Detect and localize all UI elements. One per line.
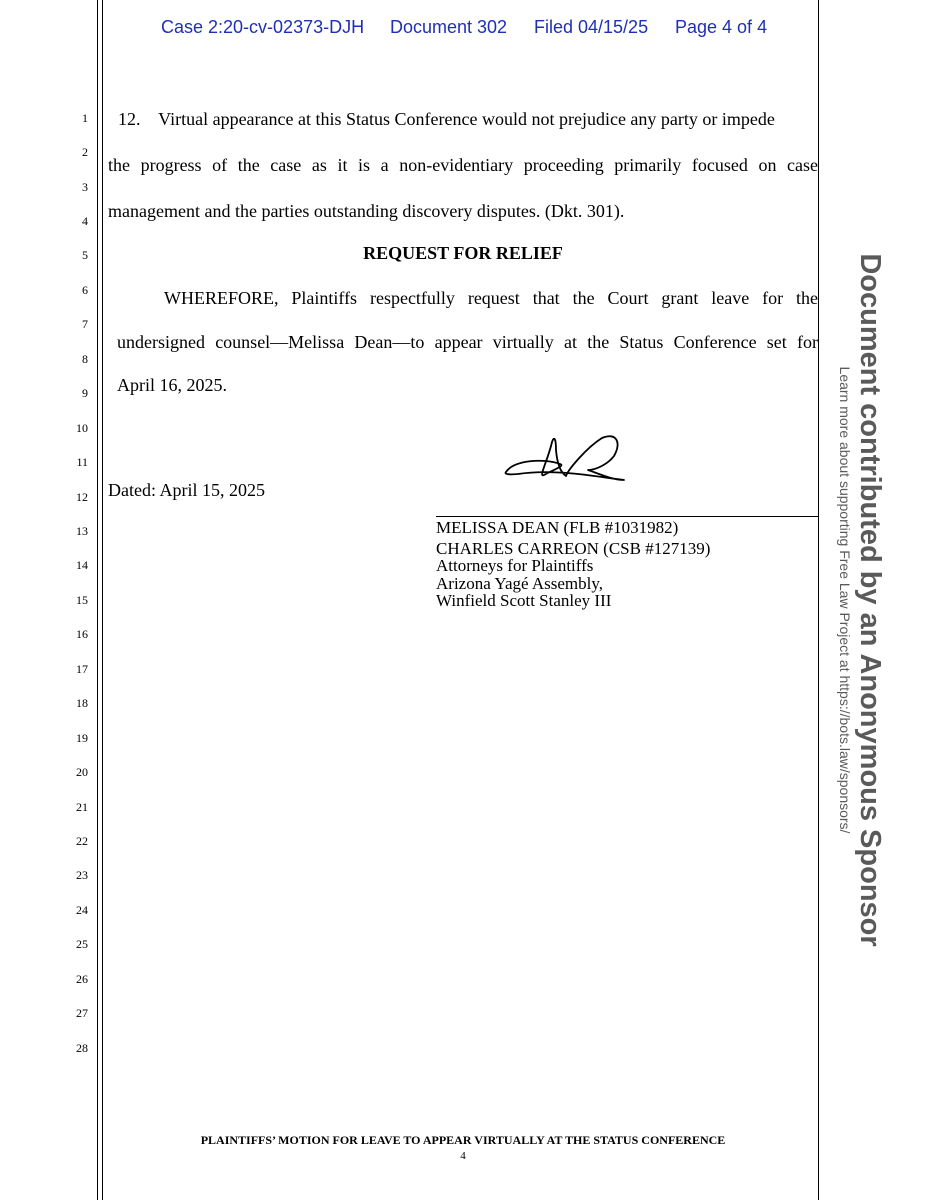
relief-line-2: undersigned counsel—Melissa Dean—to appear virtually at the Status Conference set for bbox=[117, 332, 818, 352]
right-margin-rule bbox=[818, 0, 819, 1200]
line-number: 16 bbox=[76, 627, 88, 641]
attorneys-for: Attorneys for Plaintiffs bbox=[436, 556, 594, 575]
watermark-main-text: Document contributed by an Anonymous Sponsor bbox=[854, 253, 886, 947]
client-name-1: Arizona Yagé Assembly, bbox=[436, 574, 603, 593]
paragraph-12-line-3: management and the parties outstanding discovery disputes. (Dkt. 301). bbox=[108, 201, 625, 221]
signer-name: MELISSA DEAN (FLB #1031982) bbox=[436, 518, 679, 537]
line-number: 13 bbox=[76, 524, 88, 538]
filed-date: Filed 04/15/25 bbox=[534, 17, 649, 37]
line-number: 7 bbox=[82, 317, 88, 331]
line-number: 28 bbox=[76, 1041, 88, 1055]
signature-line bbox=[436, 516, 818, 517]
line-number: 6 bbox=[82, 283, 88, 297]
line-number: 18 bbox=[76, 696, 88, 710]
footer-title: PLAINTIFFS’ MOTION FOR LEAVE TO APPEAR VIRTUALLY AT THE STATUS CONFERENCE bbox=[200, 1133, 726, 1147]
page-indicator: Page 4 of 4 bbox=[675, 17, 768, 37]
paragraph-12-line-1: 12. Virtual appearance at this Status Conference would not prejudice any party or impede bbox=[118, 109, 775, 129]
line-number: 12 bbox=[76, 490, 88, 504]
line-number: 5 bbox=[82, 248, 88, 262]
document-number: Document 302 bbox=[390, 17, 508, 37]
line-number: 23 bbox=[76, 868, 88, 882]
line-number: 11 bbox=[76, 455, 88, 469]
watermark-sub-text: Learn more about supporting Free Law Project at https://bots.law/sponsors/ bbox=[837, 366, 853, 834]
dated-line: Dated: April 15, 2025 bbox=[108, 480, 265, 500]
relief-line-1: WHEREFORE, Plaintiffs respectfully request that the Court grant leave for the bbox=[164, 288, 818, 308]
relief-line-3: April 16, 2025. bbox=[117, 375, 227, 395]
line-number: 26 bbox=[76, 972, 88, 986]
line-number: 25 bbox=[76, 937, 88, 951]
relief-heading: REQUEST FOR RELIEF bbox=[363, 243, 563, 263]
co-counsel-name: CHARLES CARREON (CSB #127139) bbox=[436, 539, 711, 558]
line-number: 19 bbox=[76, 731, 88, 745]
line-number: 14 bbox=[76, 558, 88, 572]
line-number: 9 bbox=[82, 386, 88, 400]
client-name-2: Winfield Scott Stanley III bbox=[436, 591, 612, 610]
line-number: 15 bbox=[76, 593, 88, 607]
line-number: 21 bbox=[76, 800, 88, 814]
signature-image bbox=[500, 430, 630, 490]
line-number: 3 bbox=[82, 180, 88, 194]
left-margin-rule bbox=[97, 0, 98, 1200]
line-number: 20 bbox=[76, 765, 88, 779]
case-number: Case 2:20-cv-02373-DJH bbox=[161, 17, 365, 37]
line-number: 22 bbox=[76, 834, 88, 848]
line-number: 17 bbox=[76, 662, 88, 676]
line-number: 1 bbox=[82, 111, 88, 125]
left-margin-rule-inner bbox=[102, 0, 103, 1200]
line-number: 2 bbox=[82, 145, 88, 159]
line-number: 4 bbox=[82, 214, 88, 228]
line-number: 27 bbox=[76, 1006, 88, 1020]
line-number: 8 bbox=[82, 352, 88, 366]
line-number: 10 bbox=[76, 421, 88, 435]
footer-page-number: 4 bbox=[460, 1150, 466, 1162]
line-number: 24 bbox=[76, 903, 88, 917]
paragraph-12-line-2: the progress of the case as it is a non-evidentiary proceeding primarily focused on case bbox=[108, 155, 818, 175]
